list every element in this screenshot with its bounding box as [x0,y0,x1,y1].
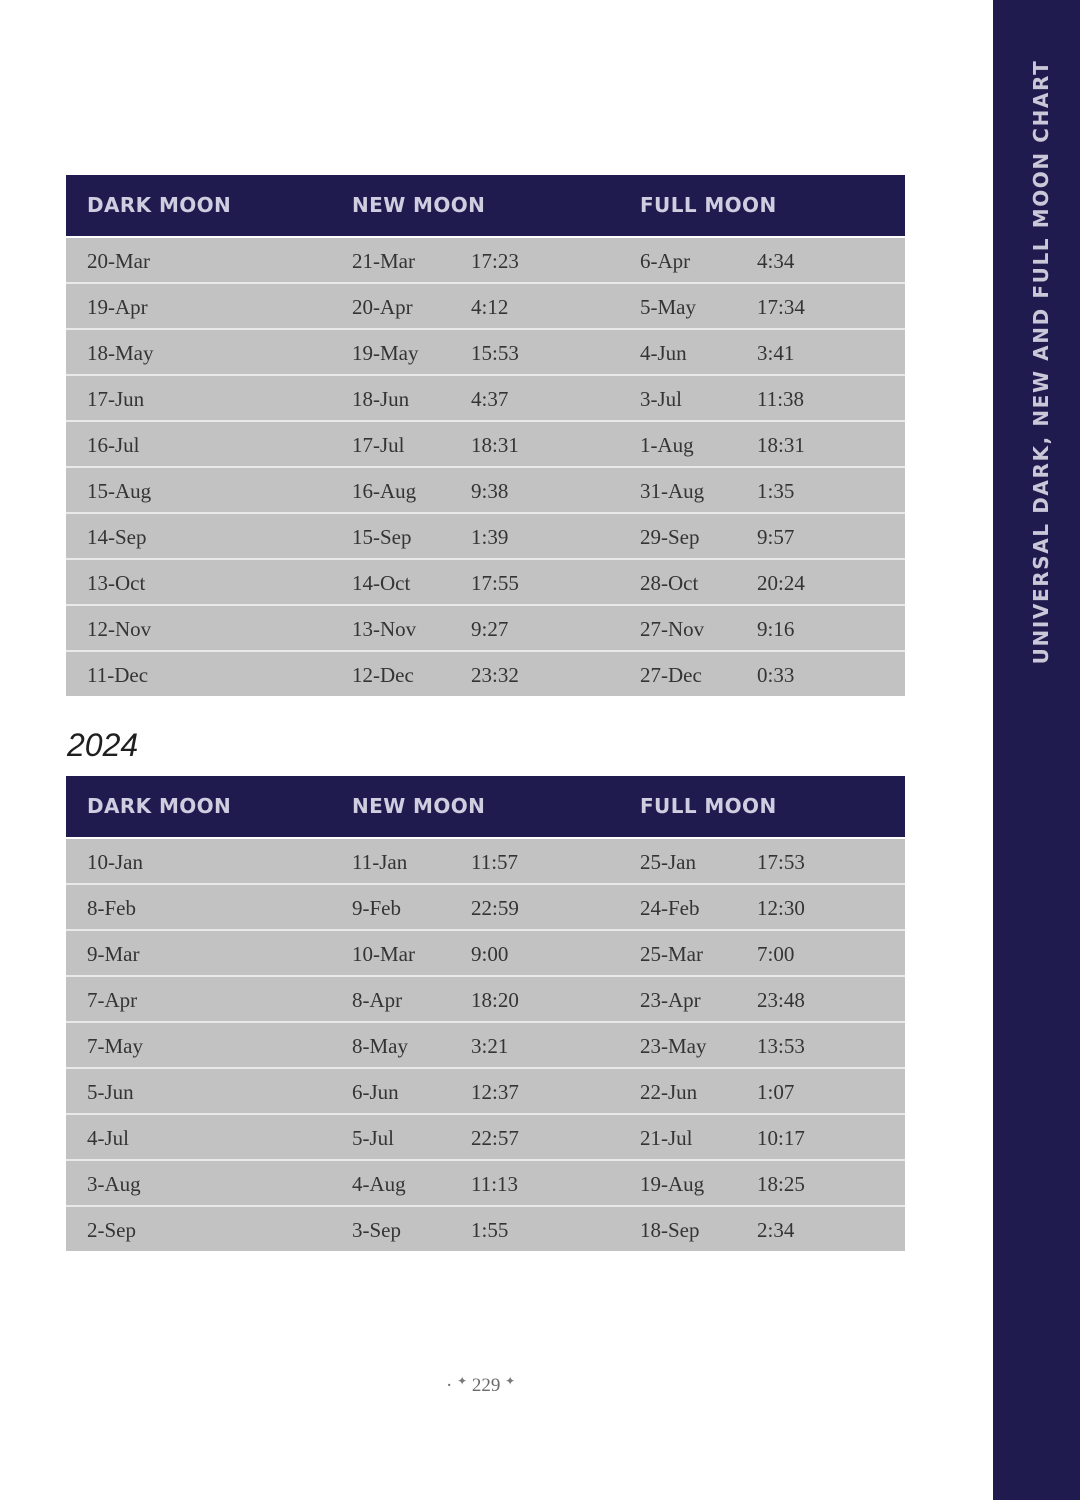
dark-moon-date: 2-Sep [87,1218,136,1242]
full-moon-time: 7:00 [757,942,795,966]
year-label: 2024 [67,727,139,763]
new-moon-time: 11:57 [471,850,519,874]
dark-moon-date: 3-Aug [87,1172,141,1196]
side-title: UNIVERSAL DARK, NEW AND FULL MOON CHART [1029,59,1053,665]
full-moon-time: 13:53 [757,1034,805,1058]
dark-moon-date: 17-Jun [87,387,145,411]
full-moon-date: 23-May [640,1034,707,1058]
new-moon-date: 17-Jul [352,433,405,457]
table-row [66,1069,905,1115]
new-moon-time: 9:00 [471,942,509,966]
new-moon-time: 11:13 [471,1172,519,1196]
table-header [66,175,905,238]
new-moon-time: 1:39 [471,525,509,549]
table-header [66,776,905,839]
new-moon-time: 12:37 [471,1080,519,1104]
full-moon-time: 17:53 [757,850,805,874]
full-moon-time: 1:07 [757,1080,795,1104]
table-row [66,560,905,606]
full-moon-time: 12:30 [757,896,805,920]
dark-moon-date: 4-Jul [87,1126,129,1150]
full-moon-time: 0:33 [757,663,795,687]
header-new-moon: NEW MOON [352,193,486,217]
full-moon-date: 25-Jan [640,850,696,874]
full-moon-date: 18-Sep [640,1218,700,1242]
table-row [66,1115,905,1161]
full-moon-time: 4:34 [757,249,795,273]
full-moon-date: 21-Jul [640,1126,693,1150]
full-moon-date: 3-Jul [640,387,682,411]
moon-table-2023 [66,175,905,696]
full-moon-date: 19-Aug [640,1172,705,1196]
table-row [66,330,905,376]
new-moon-time: 17:55 [471,571,519,595]
header-dark-moon: DARK MOON [87,193,232,217]
full-moon-date: 22-Jun [640,1080,698,1104]
new-moon-time: 18:31 [471,433,519,457]
new-moon-date: 13-Nov [352,617,417,641]
full-moon-date: 24-Feb [640,896,700,920]
new-moon-date: 20-Apr [352,295,413,319]
new-moon-time: 4:12 [471,295,509,319]
page-number: 229 [471,1375,501,1396]
table-body [66,839,905,1251]
full-moon-date: 4-Jun [640,341,687,365]
dark-moon-date: 16-Jul [87,433,140,457]
full-moon-date: 6-Apr [640,249,691,273]
full-moon-time: 17:34 [757,295,805,319]
new-moon-date: 3-Sep [352,1218,401,1242]
full-moon-time: 18:25 [757,1172,805,1196]
full-moon-date: 1-Aug [640,433,694,457]
full-moon-date: 31-Aug [640,479,705,503]
table-body [66,238,905,696]
full-moon-date: 23-Apr [640,988,701,1012]
header-dark-moon: DARK MOON [87,794,232,818]
table-row [66,652,905,696]
table-row [66,885,905,931]
star-ornament-icon: ✦ [457,1374,468,1388]
full-moon-time: 9:57 [757,525,795,549]
new-moon-date: 12-Dec [352,663,414,687]
new-moon-time: 9:38 [471,479,509,503]
new-moon-date: 4-Aug [352,1172,406,1196]
full-moon-date: 29-Sep [640,525,700,549]
new-moon-time: 3:21 [471,1034,509,1058]
table-row [66,1207,905,1251]
dark-moon-date: 18-May [87,341,154,365]
dark-moon-date: 11-Dec [87,663,149,687]
full-moon-time: 23:48 [757,988,805,1012]
star-ornament-icon: ✦ [505,1374,516,1388]
new-moon-date: 19-May [352,341,419,365]
full-moon-time: 10:17 [757,1126,805,1150]
full-moon-time: 3:41 [757,341,795,365]
new-moon-date: 8-Apr [352,988,403,1012]
dark-moon-date: 13-Oct [87,571,146,595]
new-moon-date: 18-Jun [352,387,410,411]
table-row [66,376,905,422]
full-moon-time: 20:24 [757,571,805,595]
new-moon-date: 8-May [352,1034,408,1058]
new-moon-date: 14-Oct [352,571,411,595]
full-moon-time: 11:38 [757,387,805,411]
full-moon-date: 25-Mar [640,942,703,966]
new-moon-date: 21-Mar [352,249,415,273]
new-moon-time: 15:53 [471,341,519,365]
new-moon-time: 1:55 [471,1218,509,1242]
table-row [66,931,905,977]
full-moon-date: 5-May [640,295,696,319]
header-full-moon: FULL MOON [640,794,777,818]
dark-moon-date: 19-Apr [87,295,148,319]
dark-moon-date: 8-Feb [87,896,136,920]
table-row [66,284,905,330]
dark-moon-date: 10-Jan [87,850,143,874]
dark-moon-date: 14-Sep [87,525,147,549]
table-row [66,238,905,284]
new-moon-date: 10-Mar [352,942,415,966]
full-moon-date: 28-Oct [640,571,699,595]
dark-moon-date: 20-Mar [87,249,150,273]
table-row [66,514,905,560]
table-row [66,839,905,885]
moon-table-2024 [66,776,905,1251]
new-moon-date: 11-Jan [352,850,408,874]
dark-moon-date: 7-Apr [87,988,138,1012]
new-moon-time: 22:57 [471,1126,519,1150]
full-moon-date: 27-Nov [640,617,705,641]
page-footer: · ✦ 229 ✦ [446,1374,516,1396]
table-row [66,422,905,468]
table-row [66,1023,905,1069]
new-moon-time: 17:23 [471,249,519,273]
dark-moon-date: 9-Mar [87,942,140,966]
new-moon-time: 22:59 [471,896,519,920]
table-row [66,606,905,652]
new-moon-time: 18:20 [471,988,519,1012]
header-new-moon: NEW MOON [352,794,486,818]
full-moon-time: 2:34 [757,1218,795,1242]
new-moon-time: 9:27 [471,617,509,641]
full-moon-time: 18:31 [757,433,805,457]
new-moon-date: 5-Jul [352,1126,394,1150]
table-row [66,468,905,514]
table-row [66,977,905,1023]
new-moon-time: 23:32 [471,663,519,687]
new-moon-time: 4:37 [471,387,509,411]
header-full-moon: FULL MOON [640,193,777,217]
new-moon-date: 15-Sep [352,525,412,549]
dark-moon-date: 15-Aug [87,479,152,503]
new-moon-date: 16-Aug [352,479,417,503]
full-moon-time: 1:35 [757,479,795,503]
new-moon-date: 9-Feb [352,896,401,920]
dark-moon-date: 12-Nov [87,617,152,641]
dark-moon-date: 7-May [87,1034,143,1058]
new-moon-date: 6-Jun [352,1080,399,1104]
table-row [66,1161,905,1207]
full-moon-time: 9:16 [757,617,795,641]
full-moon-date: 27-Dec [640,663,702,687]
dark-moon-date: 5-Jun [87,1080,134,1104]
